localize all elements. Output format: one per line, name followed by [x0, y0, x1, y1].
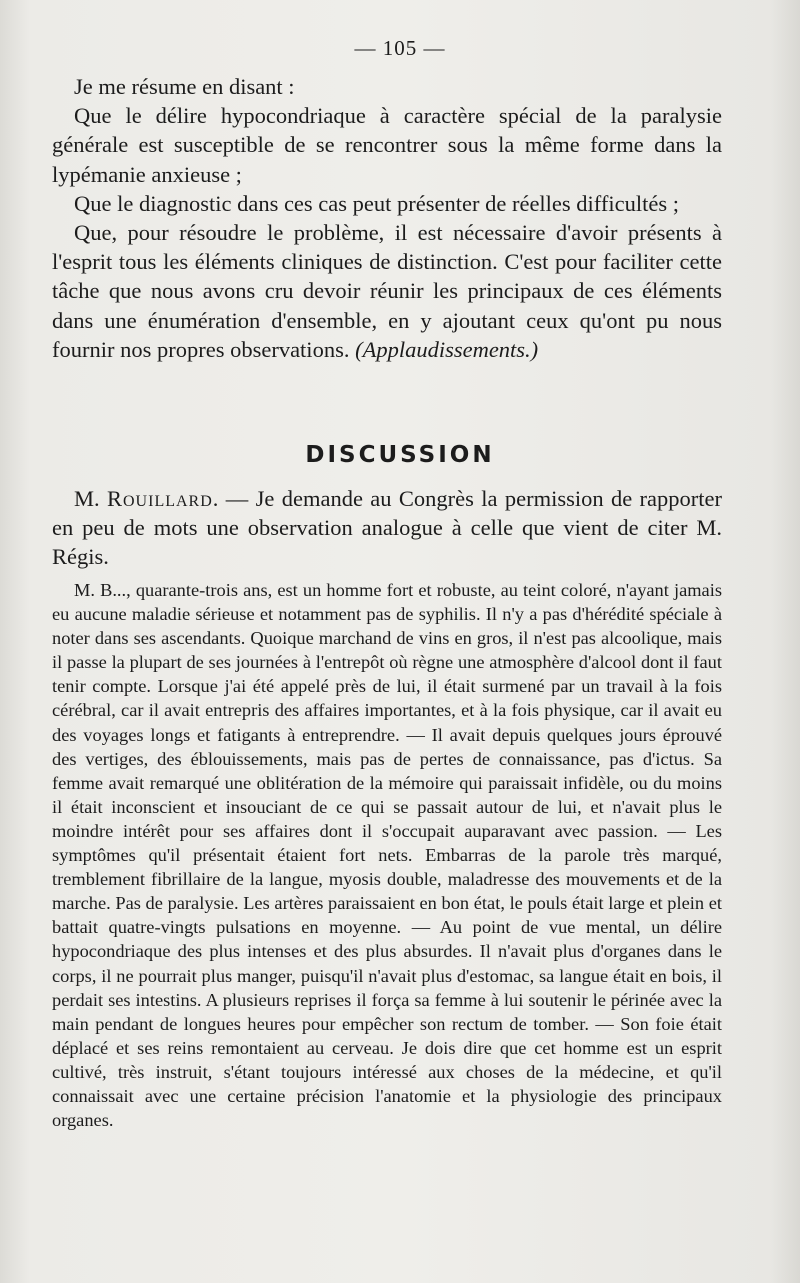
summary-section — [52, 72, 722, 364]
discussion-paragraph — [52, 484, 722, 571]
summary-intro: Je me résume en disant : — [74, 74, 295, 99]
page-number: — 105 — — [354, 36, 446, 60]
speaker-name: Rouillard — [107, 486, 213, 511]
summary-point-2: Que le diagnostic dans ces cas peut présenter de réelles difficultés ; — [74, 190, 679, 216]
speaker-statement: . — Je demande au Congrès la permission de rapporter en peu de mots une observation analogue à celle que vient de citer M. Régis. — [52, 486, 722, 569]
summary-point-1: Que le délire hypocondriaque à caractère spécial de la paralysie générale est susceptible de se rencontrer sous la même forme dans la lypémanie anxieuse ; — [52, 103, 722, 187]
applause-note: (Applaudissements.) — [355, 336, 539, 362]
summary-point-3-text: Que, pour résoudre le problème, il est nécessaire d'avoir présents à l'esprit tous les éléments cliniques de distinction. C'est pour faciliter cette tâche que nous avons cru devoir réunir les principaux de ces éléments dans une énumération d'ensemble, en y ajoutant ceux qu'ont pu nous fournir nos propres observations. — [52, 220, 722, 362]
section-heading: DISCUSSION — [305, 442, 495, 468]
discussion-intro — [52, 484, 722, 571]
case-report-paragraph: M. B..., quarante-trois ans, est un homme fort et robuste, au teint coloré, n'ayant jamais eu aucune maladie sérieuse et notamment pas de syphilis. Il n'y a pas d'hérédité spéciale à noter dans ses ascendants. Quoique marchand de vins en gros, il n'est pas alcoolique, mais il passe la plupart de ses journées à l'entrepôt où règne une atmosphère d'alcool dont il faut tenir compte. Lorsque j'ai été appelé près de lui, il était surmené par un travail à la fois cérébral, car il avait entrepris des affaires importantes, et à la fois physique, car il avait eu des voyages longs et fatigants à entreprendre. — Il avait depuis quelques jours éprouvé des vertiges, des éblouissements, mais pas de pertes de connaissance, pas d'ictus. Sa femme avait remarqué une oblitération de la mémoire qui paraissait infidèle, ou du moins il était inconscient et insouciant de ce qui se passait autour de lui, et n'avait plus le moindre intérêt pour ses affaires dont il s'occupait auparavant avec passion. — Les symptômes qu'il présentait étaient fort nets. Embarras de la parole très marqué, tremblement fibrillaire de la langue, myosis double, maladresse des mouvements et de la marche. Pas de paralysie. Les artères paraissaient en bon état, le pouls était large et plein et battait quatre-vingts pulsations en moyenne. — Au point de vue mental, un délire hypocondriaque des plus intenses et des plus absurdes. Il n'avait plus d'organes dans le corps, il ne pourrait plus manger, puisqu'il n'avait plus d'estomac, sa langue était en bois, il perdait ses intestins. A plusieurs reprises il força sa femme à lui soutenir le périnée avec la main pendant de longues heures pour empêcher son rectum de tomber. — Son foie était déplacé et ses reins remontaient au cerveau. Je dois dire que cet homme est un esprit cultivé, très instruit, s'étant toujours intéressé aux choses de la médecine, et qu'il connaissait avec une certaine précision l'anatomie et la physiologie des principaux organes. — [52, 580, 722, 1131]
case-report-section — [52, 578, 722, 1132]
summary-point-3 — [52, 218, 722, 364]
speaker-prefix: M. — [74, 486, 107, 511]
